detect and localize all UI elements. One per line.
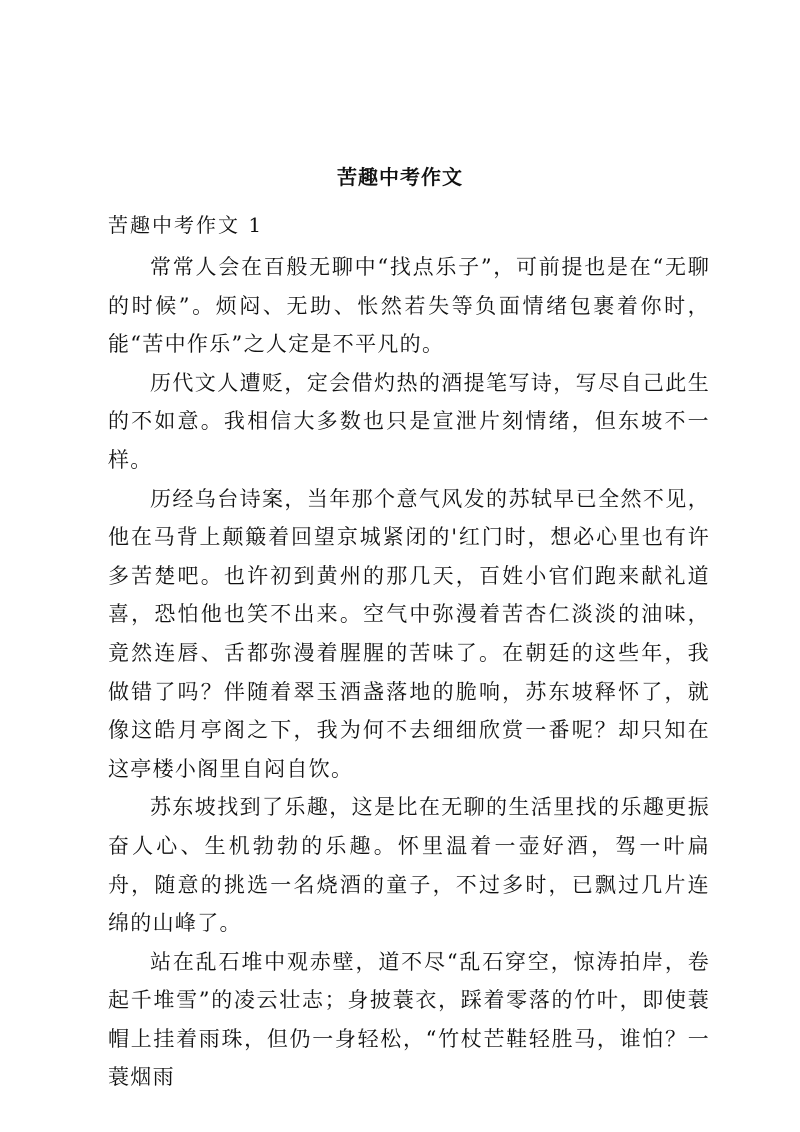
essay-subtitle: 苦趣中考作文 1 xyxy=(108,213,264,237)
paragraph-1: 常常人会在百般无聊中“找点乐子”，可前提也是在“无聊的时候”。烦闷、无助、怅然若失等负面情绪包裹着你时，能“苦中作乐”之人定是不平凡的。 xyxy=(108,255,710,357)
paragraph-4: 苏东坡找到了乐趣，这是比在无聊的生活里找的乐趣更振奋人心、生机勃勃的乐趣。怀里温着一壶好酒，驾一叶扁舟，随意的挑选一名烧酒的童子，不过多时，已飘过几片连绵的山峰了。 xyxy=(108,795,710,936)
document-title: 苦趣中考作文 xyxy=(337,165,463,189)
paragraph-2: 历代文人遭贬，定会借灼热的酒提笔写诗，写尽自己此生的不如意。我相信大多数也只是宣泄片刻情绪，但东坡不一样。 xyxy=(108,370,710,472)
paragraph-5: 站在乱石堆中观赤壁，道不尽“乱石穿空，惊涛拍岸，卷起千堆雪”的凌云壮志；身披蓑衣，踩着零落的竹叶，即使蓑帽上挂着雨珠，但仍一身轻松，“竹杖芒鞋轻胜马，谁怕？一蓑烟雨 xyxy=(108,949,710,1090)
essay-body xyxy=(108,248,710,1097)
paragraph-3: 历经乌台诗案，当年那个意气风发的苏轼早已全然不见，他在马背上颠簸着回望京城紧闭的'红门时，想必心里也有许多苦楚吧。也许初到黄州的那几天，百姓小官们跑来献礼道喜，恐怕他也笑不出来。空气中弥漫着苦杏仁淡淡的油味，竟然连唇、舌都弥漫着腥腥的苦味了。在朝廷的这些年，我做错了吗？伴随着翠玉酒盏落地的脆响，苏东坡释怀了，就像这皓月亭阁之下，我为何不去细细欣赏一番呢？却只知在这亭楼小阁里自闷自饮。 xyxy=(108,486,710,781)
